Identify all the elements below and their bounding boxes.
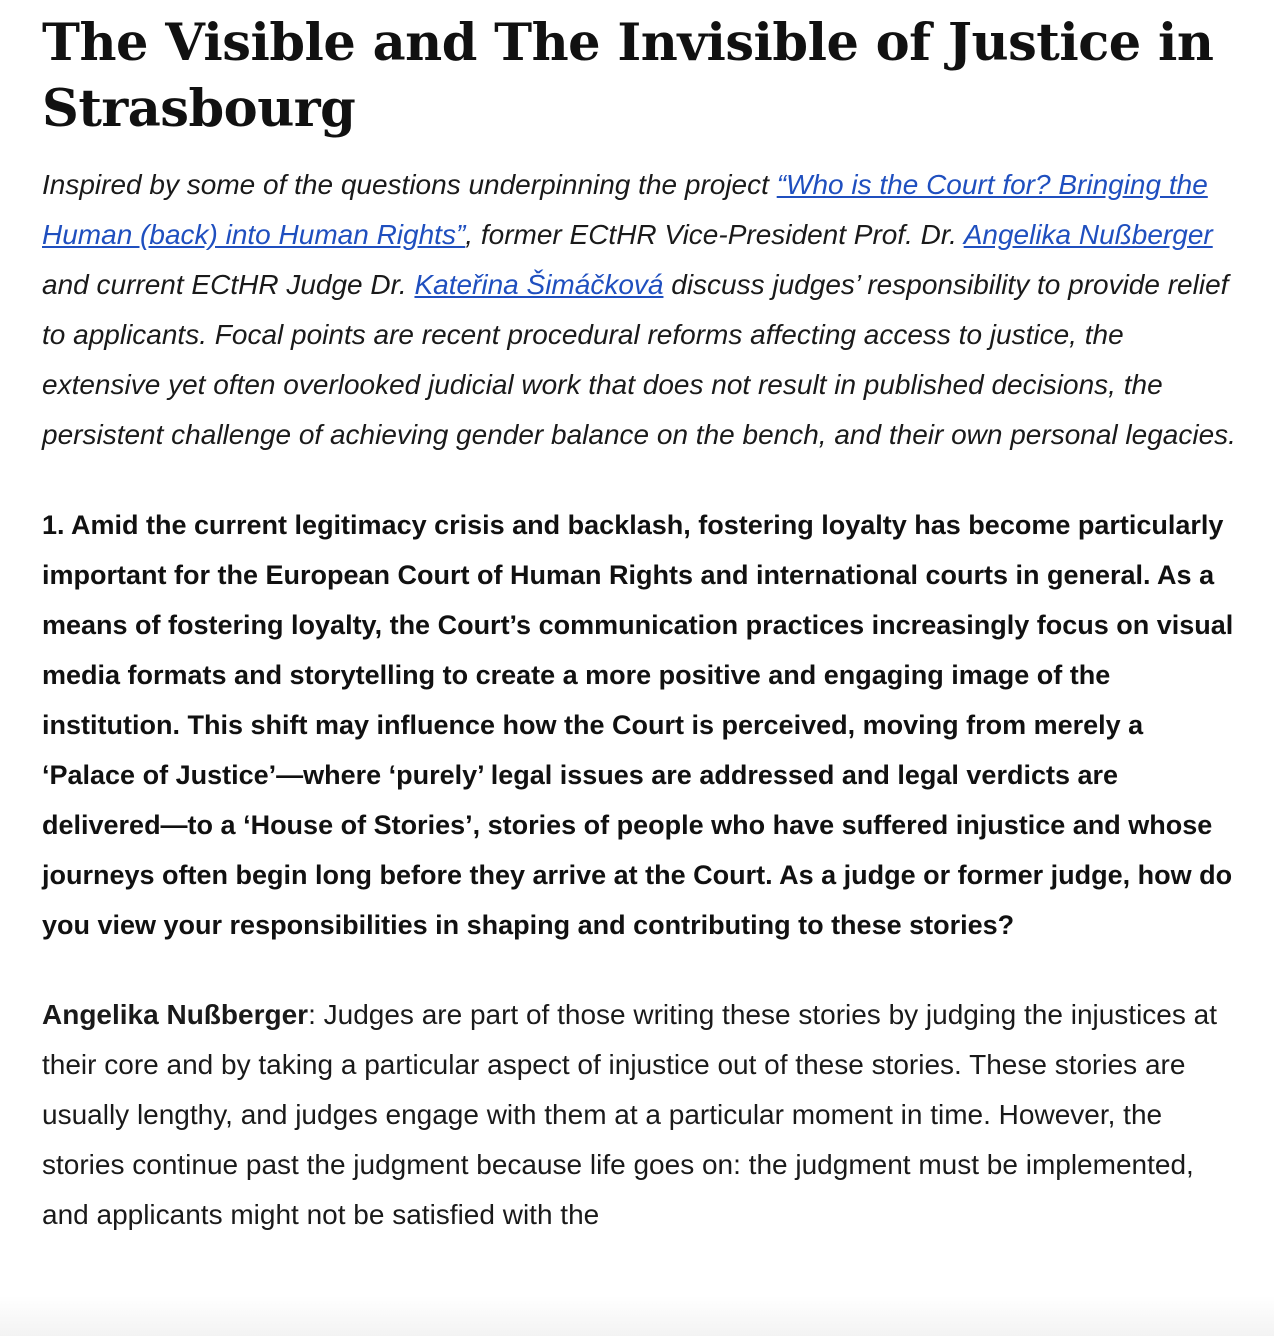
interview-question-1: 1. Amid the current legitimacy crisis and backlash, fostering loyalty has become particularly important for the European Court of Human Rights and international courts in general. As a means of fostering loyalty, the Court’s communication practices increasingly focus on visual media formats and storytelling to create a more positive and engaging image of the institution. This shift may influence how the Court is perceived, moving from merely a ‘Palace of Justice’—where ‘purely’ legal issues are addressed and legal verdicts are delivered—to a ‘House of Stories’, stories of people who have suffered injustice and whose journeys often begin long before they arrive at the Court. As a judge or former judge, how do you view your responsibilities in shaping and contributing to these stories? <box>42 510 1234 940</box>
lead-text-2: , former ECtHR Vice-President Prof. Dr. <box>465 219 964 250</box>
lead-text-1: Inspired by some of the questions underpinning the project <box>42 169 777 200</box>
project-link[interactable]: “Who is the Court for? Bringing the Human (back) into Human Rights” <box>42 169 1208 250</box>
interview-answer-1 <box>42 990 1242 1240</box>
answer-speaker: Angelika Nußberger <box>42 999 309 1030</box>
article <box>42 10 1242 1240</box>
article-title: The Visible and The Invisible of Justice in Strasbourg <box>42 13 1214 139</box>
lead-text-3: and current ECtHR Judge Dr. <box>42 269 415 300</box>
bottom-fade <box>0 1296 1274 1336</box>
nussberger-link[interactable]: Angelika Nußberger <box>963 219 1213 250</box>
answer-text: : Judges are part of those writing these stories by judging the injustices at their core and by taking a particular aspect of injustice out of these stories. These stories are usually lengthy, and judges engage with them at a particular moment in time. However, the stories continue past the judgment because life goes on: the judgment must be implemented, and applicants might not be satisfied with the <box>42 999 1218 1230</box>
article-lead <box>42 160 1242 460</box>
simackova-link[interactable]: Kateřina Šimáčková <box>414 269 664 300</box>
lead-text-4: discuss judges’ responsibility to provide relief to applicants. Focal points are recent procedural reforms affecting access to justice, the extensive yet often overlooked judicial work that does not result in published decisions, the persistent challenge of achieving gender balance on the bench, and their own personal legacies. <box>42 269 1236 450</box>
